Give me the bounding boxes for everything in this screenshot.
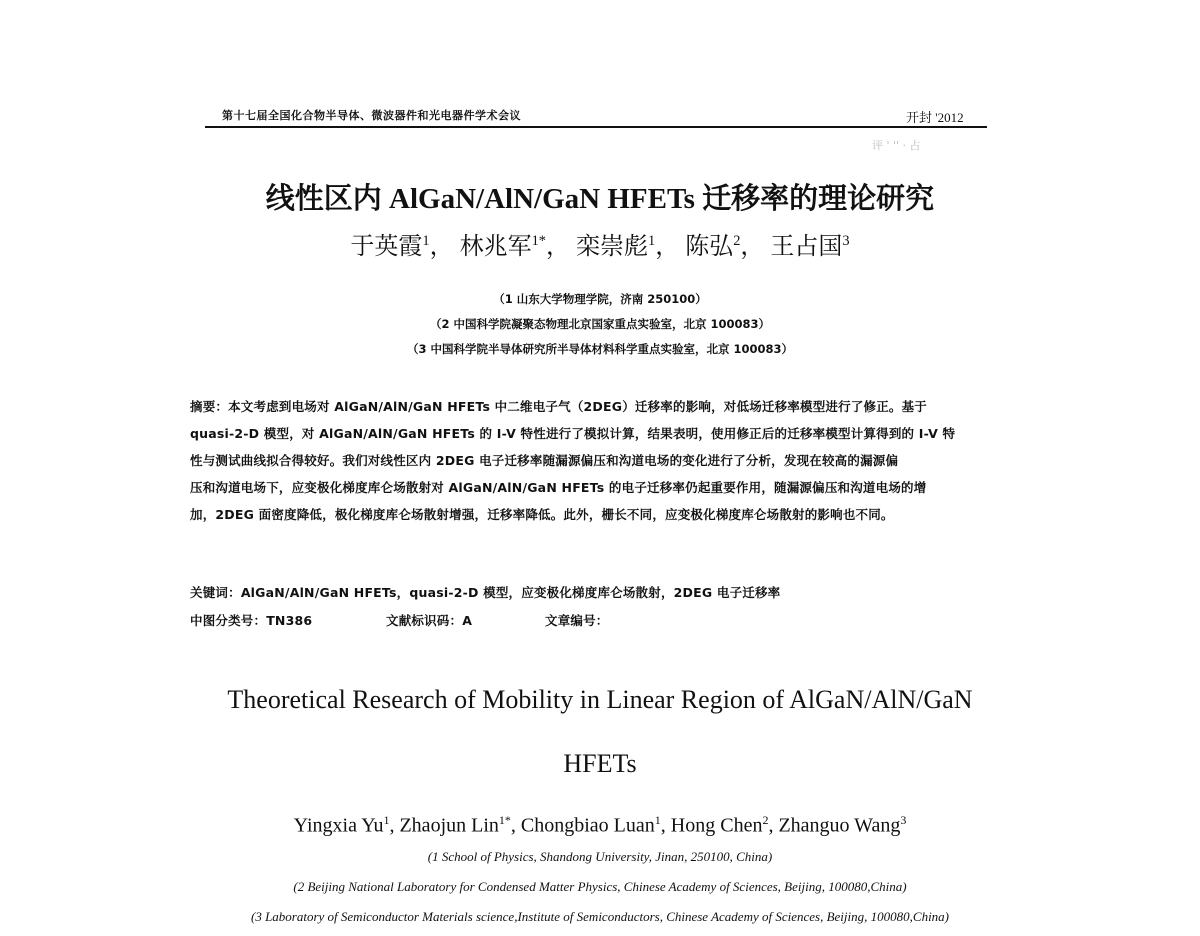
author-affil: 1* bbox=[498, 813, 511, 827]
sep: ， bbox=[740, 234, 765, 260]
authors-chinese bbox=[0, 226, 1200, 261]
sep: ， bbox=[545, 234, 570, 260]
author: Zhanguo Wang bbox=[778, 814, 901, 837]
title-english-line-1: Theoretical Research of Mobility in Linear Region of AlGaN/AlN/GaN bbox=[227, 685, 973, 714]
affiliation-en-3: (3 Laboratory of Semiconductor Materials science,Institute of Semiconductors, Chinese Academy of Sciences, Beijing, 100080,China) bbox=[250, 909, 950, 924]
affiliation-en-2: (2 Beijing National Laboratory for Condensed Matter Physics, Chinese Academy of Sciences, Beijing, 100080,China) bbox=[293, 879, 907, 894]
author-affil: 2 bbox=[762, 813, 769, 827]
sep: , bbox=[768, 814, 779, 837]
affiliation-cn-3: （3 中国科学院半导体研究所半导体材料科学重点实验室，北京 100083） bbox=[406, 342, 794, 356]
author: Zhaojun Lin bbox=[399, 814, 499, 837]
abstract-text: 本文考虑到电场对 AlGaN/AlN/GaN HFETs 中二维电子气（2DEG）迁移率的影响，对低场迁移率模型进行了修正。基于 bbox=[228, 399, 928, 414]
title-english-line-2: HFETs bbox=[563, 749, 637, 778]
running-header-conference: 第十七届全国化合物半导体、微波器件和光电器件学术会议 bbox=[222, 109, 521, 122]
abstract-label: 摘要： bbox=[190, 399, 229, 414]
author-affil: 1 bbox=[422, 233, 430, 249]
author: Yingxia Yu bbox=[293, 814, 384, 837]
abstract-line: 性与测试曲线拟合得较好。我们对线性区内 2DEG 电子迁移率随漏源偏压和沟道电场的变化进行了分析，发现在较高的漏源偏 bbox=[190, 453, 899, 468]
author-affil: 1 bbox=[383, 813, 390, 827]
sep: ， bbox=[429, 234, 454, 260]
author: 陈弘 bbox=[685, 234, 734, 260]
author: 林兆军 bbox=[459, 234, 532, 260]
keywords-text: AlGaN/AlN/GaN HFETs，quasi-2-D 模型，应变极化梯度库仑场散射，2DEG 电子迁移率 bbox=[240, 585, 781, 600]
faint-scan-mark: 评 ' '' · 占 bbox=[872, 139, 921, 152]
author: 栾崇彪 bbox=[575, 234, 648, 260]
affiliation-en-1: (1 School of Physics, Shandong University, Jinan, 250100, China) bbox=[427, 849, 773, 864]
article-number: 文章编号： bbox=[545, 613, 609, 628]
abstract-line: 加，2DEG 面密度降低，极化梯度库仑场散射增强，迁移率降低。此外，栅长不同，应变极化梯度库仑场散射的影响也不同。 bbox=[190, 507, 894, 522]
author-affil: 3 bbox=[842, 233, 850, 249]
header-rule bbox=[205, 126, 987, 128]
author-affil: 1 bbox=[647, 233, 656, 249]
author: 王占国 bbox=[770, 234, 843, 260]
author-affil: 1 bbox=[654, 813, 661, 827]
affiliation-cn-2: （2 中国科学院凝聚态物理北京国家重点实验室，北京 100083） bbox=[429, 317, 771, 331]
authors-english bbox=[0, 813, 1200, 838]
author: Hong Chen bbox=[670, 814, 763, 837]
author-affil: 2 bbox=[733, 233, 741, 249]
keywords-label: 关键词： bbox=[190, 585, 241, 600]
document-code: 文献标识码：A bbox=[386, 613, 473, 628]
author: 于英霞 bbox=[350, 234, 423, 260]
abstract-line bbox=[190, 397, 927, 415]
sep: , bbox=[660, 814, 671, 837]
abstract-line: 压和沟道电场下，应变极化梯度库仑场散射对 AlGaN/AlN/GaN HFETs 的电子迁移率仍起重要作用，随漏源偏压和沟道电场的增 bbox=[190, 480, 927, 495]
author-affil: 3 bbox=[900, 813, 907, 827]
affiliation-cn-1: （1 山东大学物理学院，济南 250100） bbox=[493, 292, 707, 306]
keywords bbox=[190, 583, 780, 601]
sep: , bbox=[510, 814, 521, 837]
author-affil: 1* bbox=[531, 233, 546, 249]
abstract-line: quasi-2-D 模型，对 AlGaN/AlN/GaN HFETs 的 I-V 特性进行了模拟计算，结果表明，使用修正后的迁移率模型计算得到的 I-V 特 bbox=[190, 426, 956, 441]
clc-number: 中图分类号：TN386 bbox=[190, 613, 313, 628]
running-header-place-year: 开封 '2012 bbox=[906, 110, 964, 125]
sep: , bbox=[389, 814, 400, 837]
title-chinese: 线性区内 AlGaN/AlN/GaN HFETs 迁移率的理论研究 bbox=[265, 183, 935, 215]
sep: ， bbox=[655, 234, 680, 260]
author: Chongbiao Luan bbox=[520, 814, 655, 837]
